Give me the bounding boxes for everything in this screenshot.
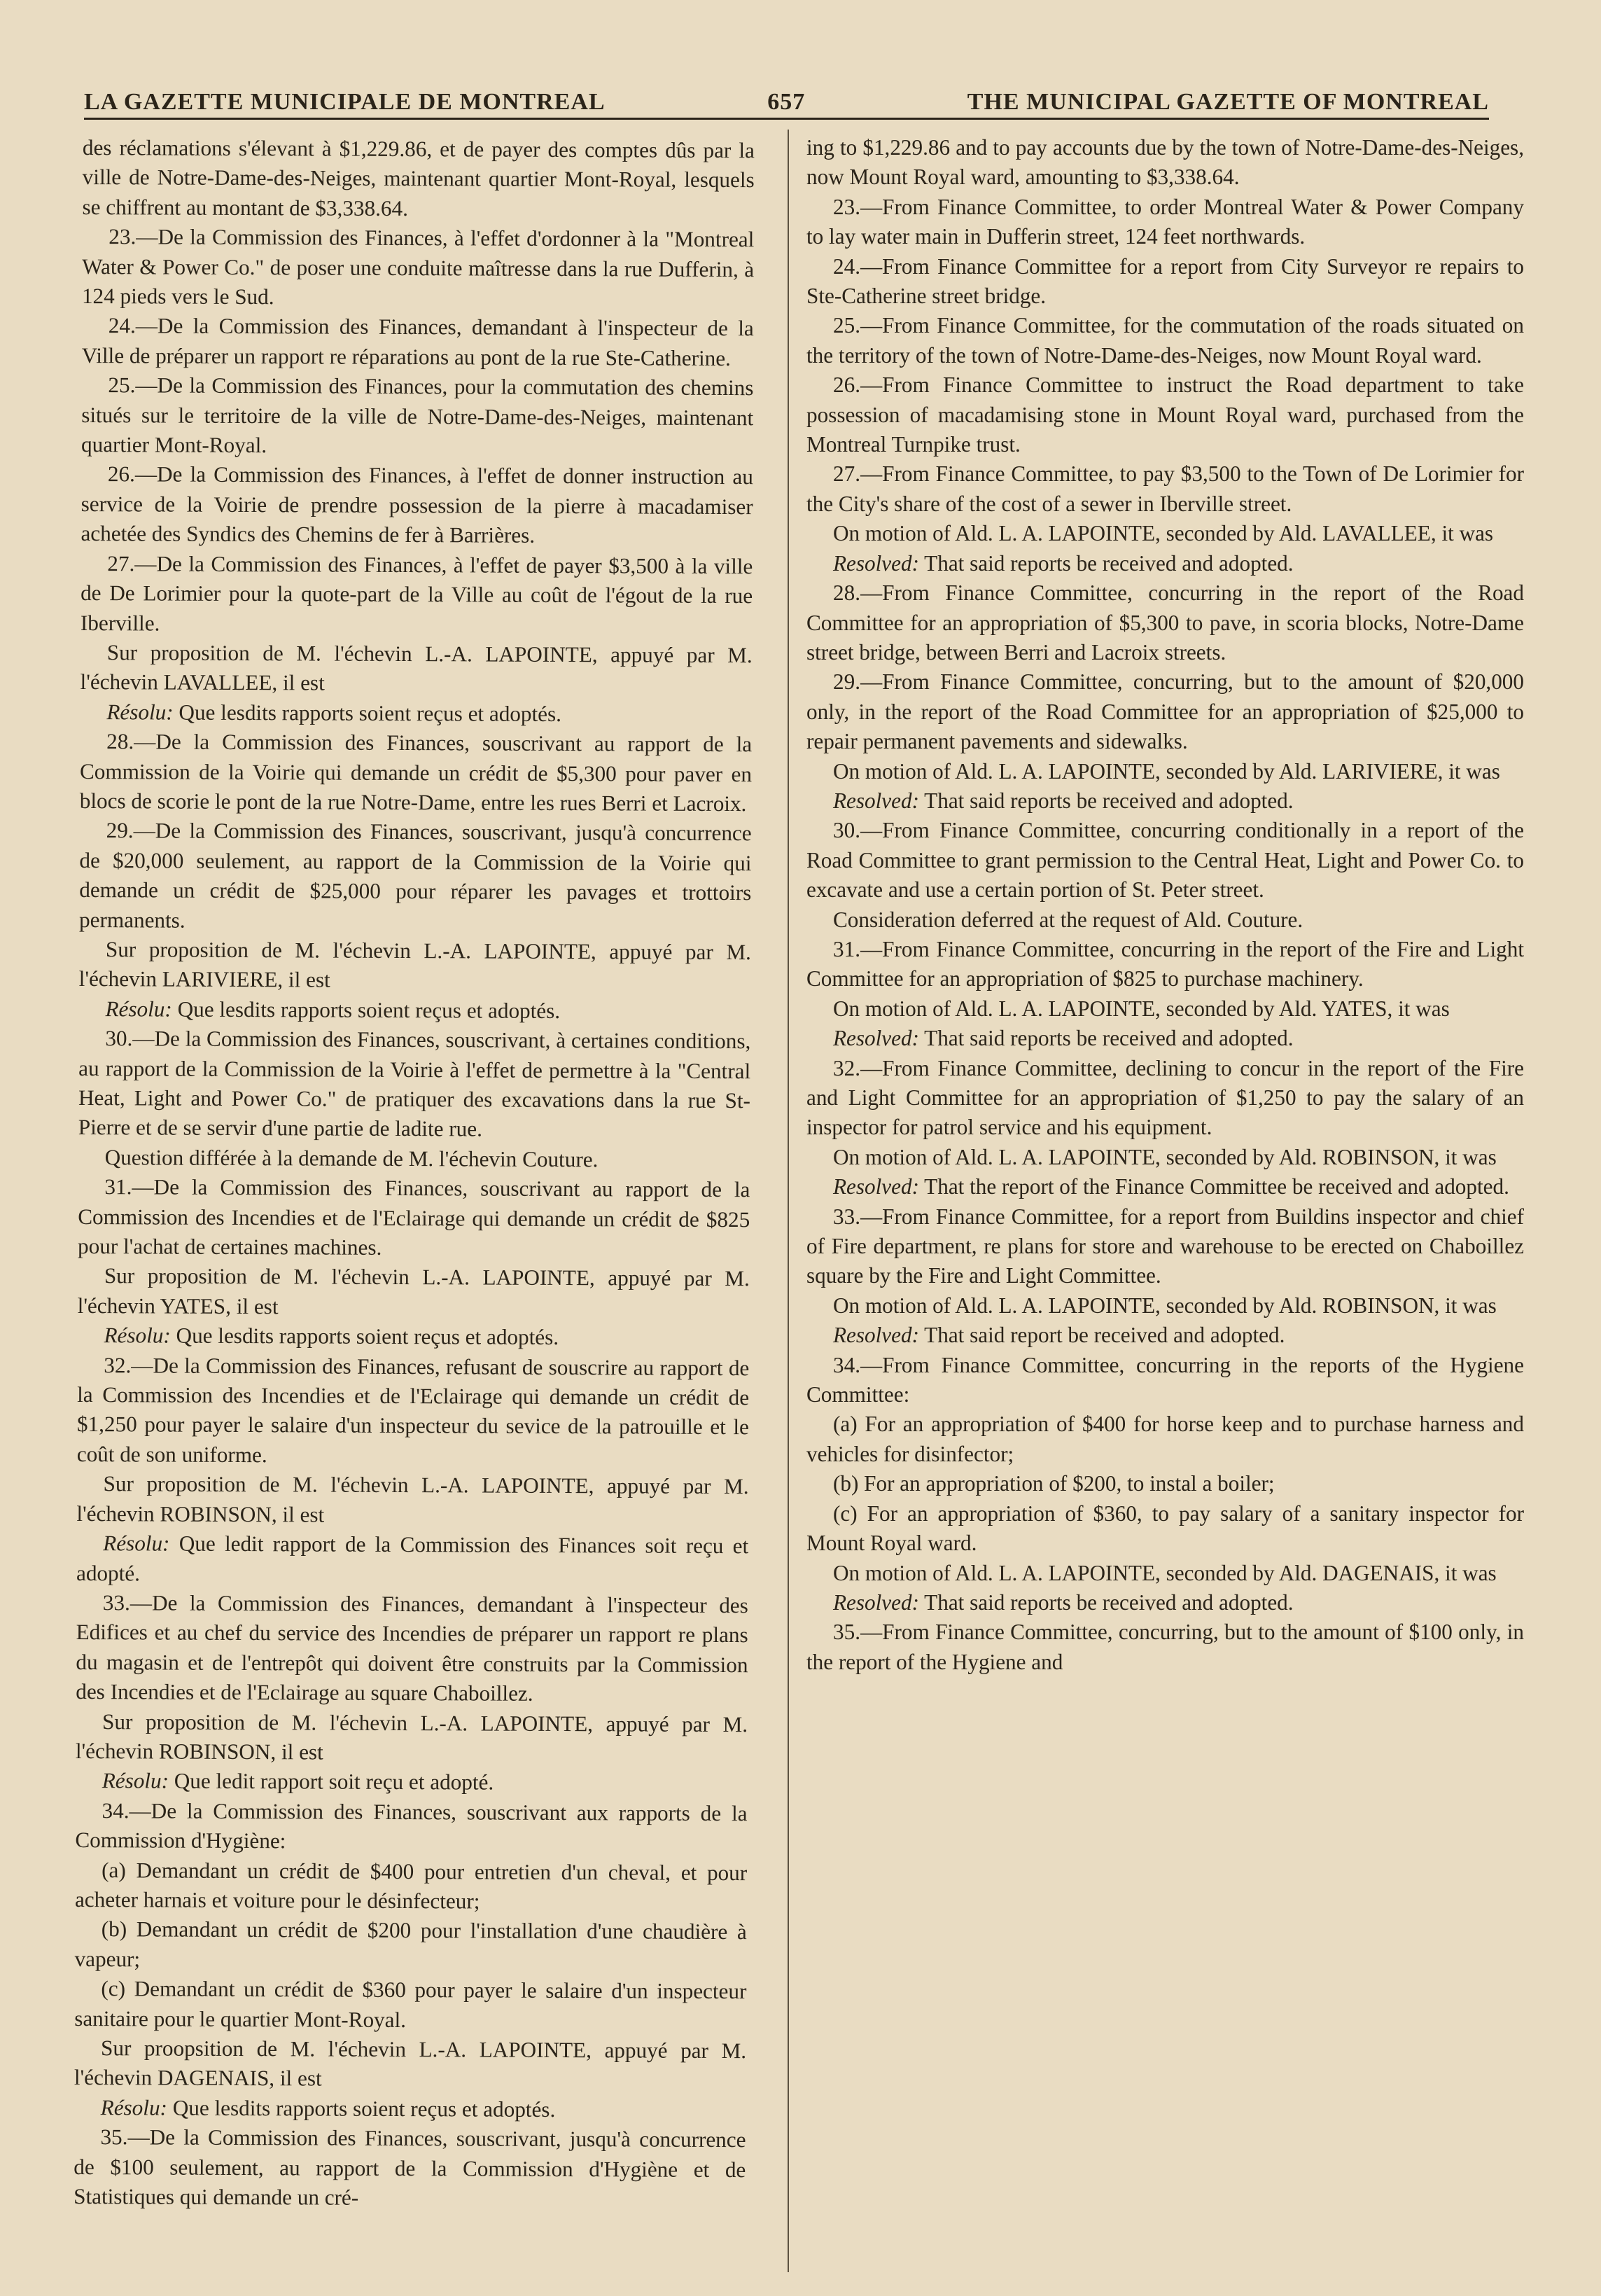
resolution-text: That said reports be received and adopted. — [918, 1026, 1294, 1051]
french-paragraph: Sur proposition de M. l'échevin L.-A. LAPOINTE, appuyé par M. l'échevin YATES, il est — [77, 1263, 750, 1319]
resolution-label: Résolu: — [102, 1768, 169, 1793]
english-paragraph: 33.—From Finance Committee, for a report from Buildins inspector and chief of Fire department, re plans for store and warehouse to be erected on Chaboillez square by the Fire and Light Committee. — [806, 1204, 1524, 1288]
english-paragraph: On motion of Ald. L. A. LAPOINTE, seconded by Ald. LARIVIERE, it was — [833, 758, 1500, 784]
english-paragraph: 31.—From Finance Committee, concurring in the report of the Fire and Light Committee for an appropriation of $825 to purchase machinery. — [806, 936, 1524, 992]
french-paragraph: Sur proposition de M. l'échevin L.-A. LAPOINTE, appuyé par M. l'échevin LAVALLEE, il est — [80, 640, 753, 695]
french-paragraph: 31.—De la Commission des Finances, souscrivant au rapport de la Commission des Incendies et de l'Eclairage qui demande un crédit de $825 pour l'achat de certaines machines. — [77, 1174, 750, 1260]
english-paragraph: 34.—From Finance Committee, concurring in the reports of the Hygiene Committee: — [806, 1352, 1524, 1407]
header-french-title: LA GAZETTE MUNICIPALE DE MONTREAL — [84, 89, 606, 115]
french-resolution — [77, 1321, 749, 1354]
french-paragraph: des réclamations s'élevant à $1,229.86, et de payer des comptes dûs par la ville de Notre-Dame-des-Neiges, maintenant quartier Mont-Royal, lesquels se chiffrent au montant de $3,338.64. — [82, 134, 755, 221]
resolution-label: Resolved: — [833, 1589, 919, 1615]
english-paragraph: 30.—From Finance Committee, concurring conditionally in a report of the Road Committee to grant permission to the Central Heat, Light and Power Co. to excavate and use a certain portion of St. Peter street. — [806, 818, 1524, 903]
resolution-label: Résolu: — [103, 1531, 170, 1556]
english-paragraph: ing to $1,229.86 and to pay accounts due by the town of Notre-Dame-des-Neiges, now Mount Royal ward, amounting to $3,338.64. — [806, 135, 1524, 190]
english-paragraph: 24.—From Finance Committee for a report from City Surveyor re repairs to Ste-Catherine street bridge. — [806, 253, 1524, 309]
resolution-label: Résolu: — [100, 2094, 168, 2120]
french-paragraph: 29.—De la Commission des Finances, souscrivant, jusqu'à concurrence de $20,000 seulement, au rapport de la Commission de la Voirie qui demande un crédit de $25,000 pour réparer les pavages et trottoirs permanents. — [79, 818, 752, 933]
french-paragraph: (c) Demandant un crédit de $360 pour payer le salaire d'un inspecteur sanitaire pour le quartier Mont-Royal. — [74, 1976, 747, 2032]
resolution-label: Resolved: — [833, 1174, 919, 1199]
resolution-text: Que lesdits rapports soient reçus et adoptés. — [172, 996, 561, 1023]
resolution-text: Que ledit rapport soit reçu et adopté. — [168, 1768, 494, 1795]
french-resolution — [74, 2093, 746, 2126]
header-rule — [84, 118, 1489, 120]
french-resolution — [78, 994, 750, 1027]
resolution-text: That said reports be received and adopted. — [918, 550, 1294, 576]
french-paragraph: 24.—De la Commission des Finances, demandant à l'inspecteur de la Ville de préparer un rapport re réparations au pont de la rue Ste-Catherine. — [81, 313, 754, 370]
header-english-title: THE MUNICIPAL GAZETTE OF MONTREAL — [967, 89, 1489, 115]
resolution-text: That said report be received and adopted. — [918, 1323, 1285, 1348]
french-paragraph: 32.—De la Commission des Finances, refusant de souscrire au rapport de la Commission des Incendies et de l'Eclairage qui demande un crédit de $1,250 pour payer le salaire d'un inspecteur du sevice de la patrouille et le coût de son uniforme. — [76, 1352, 750, 1468]
french-paragraph: 25.—De la Commission des Finances, pour la commutation des chemins situés sur le territoire de la ville de Notre-Dame-des-Neiges, maintenant quartier Mont-Royal. — [81, 373, 754, 458]
column-divider — [788, 130, 789, 2272]
resolution-text: Que lesdits rapports soient reçus et adoptés. — [167, 2095, 556, 2122]
french-paragraph: (a) Demandant un crédit de $400 pour entretien d'un cheval, et pour acheter harnais et voiture pour le désinfecteur; — [74, 1857, 748, 1914]
french-paragraph: 33.—De la Commission des Finances, demandant à l'inspecteur des Edifices et au chef du service des Incendies de préparer un rapport re plans du magasin et de l'entrepôt qui doivent être construits par la Commission des Incendies et de l'Eclairage au square Chaboillez. — [76, 1590, 748, 1706]
resolution-text: Que ledit rapport de la Commission des Finances soit reçu et adopté. — [76, 1531, 749, 1585]
page-number: 657 — [767, 89, 806, 115]
french-paragraph: 26.—De la Commission des Finances, à l'effet de donner instruction au service de la Voirie de prendre possession de la pierre à macadamiser achetée des Syndics des Chemins de fer à Barrières. — [81, 461, 753, 548]
english-resolution — [806, 1588, 1524, 1617]
english-paragraph: 23.—From Finance Committee, to order Montreal Water & Power Company to lay water main in Dufferin street, 124 feet northwards. — [806, 194, 1524, 249]
english-resolution — [806, 549, 1524, 578]
french-paragraph: Question différée à la demande de M. l'échevin Couture. — [104, 1144, 599, 1172]
english-paragraph: (b) For an appropriation of $200, to instal a boiler; — [833, 1471, 1275, 1496]
english-paragraph: 25.—From Finance Committee, for the commutation of the roads situated on the territory of the town of Notre-Dame-des-Neiges, now Mount Royal ward. — [806, 313, 1524, 368]
english-paragraph: On motion of Ald. L. A. LAPOINTE, seconded by Ald. YATES, it was — [833, 996, 1450, 1021]
resolution-label: Resolved: — [833, 1323, 919, 1348]
french-paragraph: 34.—De la Commission des Finances, souscrivant aux rapports de la Commission d'Hygiène: — [75, 1797, 748, 1853]
english-paragraph: 28.—From Finance Committee, concurring in the report of the Road Committee for an appropriation of $5,300 to pave, in scoria blocks, Notre-Dame street bridge, between Berri and Lacroix streets. — [806, 580, 1524, 665]
english-resolution — [806, 1024, 1524, 1053]
english-resolution — [806, 1172, 1524, 1202]
english-paragraph: (c) For an appropriation of $360, to pay salary of a sanitary inspector for Mount Royal ward. — [806, 1501, 1524, 1556]
french-paragraph: 28.—De la Commission des Finances, souscrivant au rapport de la Commission de la Voirie qui demande un crédit de $5,300 pour paver en blocs de scorie le pont de la rue Notre-Dame, entre les rues Berri et Lacroix. — [79, 729, 753, 816]
french-paragraph: Sur proposition de M. l'échevin L.-A. LAPOINTE, appuyé par M. l'échevin ROBINSON, il est — [75, 1709, 748, 1765]
resolution-label: Résolu: — [104, 1323, 171, 1348]
english-resolution — [806, 786, 1524, 816]
french-paragraph: Sur proposition de M. l'échevin L.-A. LAPOINTE, appuyé par M. l'échevin LARIVIERE, il est — [78, 937, 751, 992]
french-paragraph: Sur proposition de M. l'échevin L.-A. LAPOINTE, appuyé par M. l'échevin ROBINSON, il est — [76, 1471, 749, 1527]
resolution-label: Resolved: — [833, 1026, 919, 1051]
french-paragraph: Sur proopsition de M. l'échevin L.-A. LAPOINTE, appuyé par M. l'échevin DAGENAIS, il est — [74, 2036, 747, 2091]
french-paragraph: (b) Demandant un crédit de $200 pour l'installation d'une chaudière à vapeur; — [74, 1916, 747, 1972]
english-paragraph: (a) For an appropriation of $400 for horse keep and to purchase harness and vehicles for disinfector; — [806, 1412, 1524, 1466]
resolution-label: Résolu: — [106, 699, 174, 725]
resolution-label: Resolved: — [833, 788, 919, 813]
resolution-label: Resolved: — [833, 550, 919, 576]
resolution-text: That the report of the Finance Committee be received and adopted. — [918, 1174, 1509, 1199]
resolution-text: Que lesdits rapports soient reçus et adoptés. — [173, 700, 562, 726]
english-column — [806, 133, 1524, 1677]
english-paragraph: 27.—From Finance Committee, to pay $3,500 to the Town of De Lorimier for the City's share of the cost of a sewer in Iberville street. — [806, 461, 1524, 516]
resolution-text: That said reports be received and adopted. — [918, 788, 1294, 813]
french-resolution — [80, 697, 752, 730]
french-paragraph: 30.—De la Commission des Finances, souscrivant, à certaines conditions, au rapport de la Commission de la Voirie à l'effet de permettre à la "Central Heat, Light and Power Co." de pratiquer des excavations dans la rue St-Pierre et de se servir d'une partie de ladite rue. — [78, 1026, 751, 1141]
french-paragraph: 23.—De la Commission des Finances, à l'effet d'ordonner à la "Montreal Water & Power Co." de poser une conduite maîtresse dans la rue Dufferin, à 124 pieds vers le Sud. — [81, 224, 755, 309]
english-paragraph: On motion of Ald. L. A. LAPOINTE, seconded by Ald. ROBINSON, it was — [833, 1144, 1497, 1169]
english-paragraph: 26.—From Finance Committee to instruct the Road department to take possession of macadamising stone in Mount Royal ward, purchased from the Montreal Turnpike trust. — [806, 373, 1524, 457]
english-paragraph: On motion of Ald. L. A. LAPOINTE, seconded by Ald. LAVALLEE, it was — [833, 521, 1494, 546]
english-paragraph: On motion of Ald. L. A. LAPOINTE, seconded by Ald. DAGENAIS, it was — [833, 1560, 1497, 1585]
french-resolution — [76, 1529, 748, 1591]
resolution-label: Résolu: — [105, 996, 172, 1022]
french-paragraph: 35.—De la Commission des Finances, souscrivant, jusqu'à concurrence de $100 seulement, au rapport de la Commission d'Hygiène et de Statistiques qui demande un cré- — [74, 2124, 746, 2210]
english-paragraph: On motion of Ald. L. A. LAPOINTE, seconded by Ald. ROBINSON, it was — [833, 1293, 1497, 1318]
english-paragraph: 35.—From Finance Committee, concurring, but to the amount of $100 only, in the report of the Hygiene and — [806, 1620, 1524, 1674]
french-column — [74, 133, 755, 2215]
english-paragraph: 32.—From Finance Committee, declining to concur in the report of the Fire and Light Committee for an appropriation of $1,250 to pay the salary of an inspector for patrol service and his equipment. — [806, 1055, 1524, 1140]
french-resolution — [76, 1766, 748, 1799]
english-resolution — [806, 1321, 1524, 1350]
resolution-text: That said reports be received and adopted. — [918, 1589, 1294, 1615]
english-paragraph: 29.—From Finance Committee, concurring, but to the amount of $20,000 only, in the report of the Road Committee for an appropriation of $25,000 to repair permanent pavements and sidewalks. — [806, 669, 1524, 754]
resolution-text: Que lesdits rapports soient reçus et adoptés. — [170, 1323, 559, 1350]
page-header — [84, 67, 1489, 116]
english-paragraph: Consideration deferred at the request of Ald. Couture. — [833, 907, 1303, 932]
french-paragraph: 27.—De la Commission des Finances, à l'effet de payer $3,500 à la ville de De Lorimier pour la quote-part de la Ville au coût de l'égout de la rue Iberville. — [80, 550, 753, 635]
